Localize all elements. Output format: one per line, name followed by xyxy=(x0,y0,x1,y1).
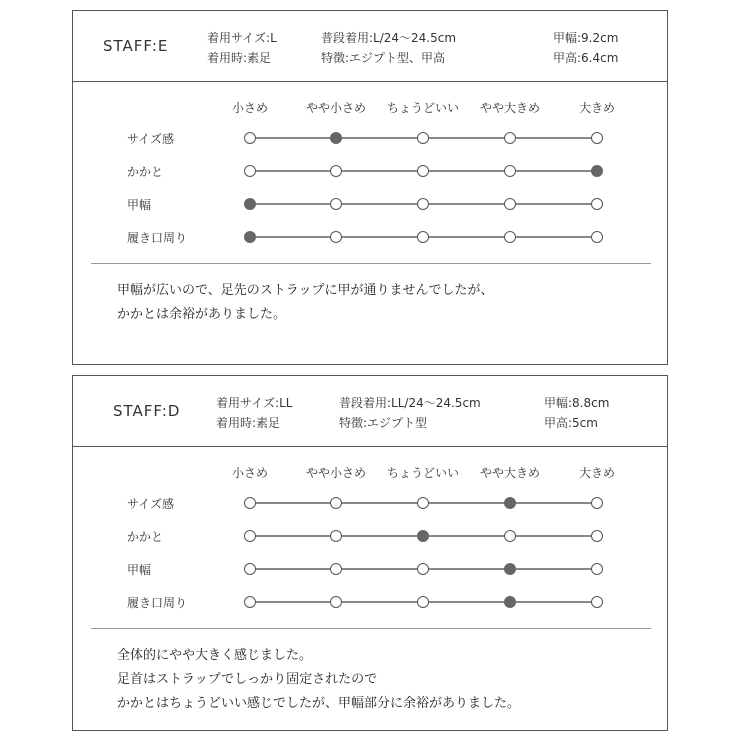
rating-dot xyxy=(330,165,342,177)
rating-dot xyxy=(244,497,256,509)
rating-dot xyxy=(504,198,516,210)
comment-line: 足首はストラップでしっかり固定されたので xyxy=(117,672,378,687)
rating-dot xyxy=(591,596,603,608)
rating-dot xyxy=(591,198,603,210)
level-label: やや小さめ xyxy=(305,466,367,480)
rating-dot xyxy=(591,563,603,575)
wear-condition: 着用時:素足 xyxy=(207,51,272,65)
level-label: 小さめ xyxy=(231,466,269,480)
wear-size: 着用サイズ:L xyxy=(207,31,277,45)
rating-dot-selected xyxy=(244,231,256,243)
rating-dot xyxy=(417,231,429,243)
row-label: 甲幅 xyxy=(127,563,152,577)
divider xyxy=(91,263,651,264)
staff-header xyxy=(73,11,667,82)
rating-dot xyxy=(330,563,342,575)
rating-dot xyxy=(244,596,256,608)
level-label: ちょうどいい xyxy=(386,466,460,480)
staff-card-e xyxy=(72,10,668,365)
rating-dot xyxy=(417,596,429,608)
level-label: ちょうどいい xyxy=(386,101,460,115)
rating-dot-selected xyxy=(504,563,516,575)
rating-dot-selected xyxy=(330,132,342,144)
staff-comment xyxy=(117,279,493,327)
level-label: 大きめ xyxy=(578,101,616,115)
row-label: サイズ感 xyxy=(127,132,175,146)
usual-size: 普段着用:LL/24〜24.5cm xyxy=(339,396,481,410)
row-label: 履き口周り xyxy=(127,231,188,245)
staff-comment xyxy=(117,644,520,716)
foot-width: 甲幅:8.8cm xyxy=(544,396,610,410)
wear-condition: 着用時:素足 xyxy=(216,416,281,430)
rating-dot xyxy=(417,132,429,144)
rating-dot xyxy=(417,165,429,177)
rating-dot xyxy=(504,165,516,177)
rating-dot xyxy=(591,497,603,509)
level-label: やや大きめ xyxy=(479,101,541,115)
level-label: やや大きめ xyxy=(479,466,541,480)
rating-dot xyxy=(330,497,342,509)
staff-name: STAFF:E xyxy=(103,37,169,55)
rating-dot xyxy=(244,165,256,177)
staff-header xyxy=(73,376,667,447)
rating-dot xyxy=(417,497,429,509)
wear-size: 着用サイズ:LL xyxy=(216,396,293,410)
rating-dot xyxy=(504,530,516,542)
level-label: 大きめ xyxy=(578,466,616,480)
rating-dot xyxy=(244,132,256,144)
comment-line: かかとはちょうどいい感じでしたが、甲幅部分に余裕がありました。 xyxy=(117,696,521,711)
divider xyxy=(91,628,651,629)
rating-dot xyxy=(244,563,256,575)
comment-line: かかとは余裕がありました。 xyxy=(117,307,287,322)
rating-dot xyxy=(330,530,342,542)
rating-dot-selected xyxy=(504,497,516,509)
staff-name: STAFF:D xyxy=(113,402,181,420)
rating-dot xyxy=(591,132,603,144)
foot-instep: 甲高:5cm xyxy=(544,416,598,430)
level-label: やや小さめ xyxy=(305,101,367,115)
comment-line: 全体的にやや大きく感じました。 xyxy=(117,648,313,663)
level-label: 小さめ xyxy=(231,101,269,115)
usual-size: 普段着用:L/24〜24.5cm xyxy=(321,31,457,45)
rating-dot-selected xyxy=(591,165,603,177)
rating-dot xyxy=(504,231,516,243)
rating-dot xyxy=(591,231,603,243)
row-label: かかと xyxy=(127,530,164,544)
row-label: 履き口周り xyxy=(127,596,188,610)
row-label: 甲幅 xyxy=(127,198,152,212)
foot-width: 甲幅:9.2cm xyxy=(553,31,619,45)
rating-dot-selected xyxy=(417,530,429,542)
rating-dot xyxy=(417,563,429,575)
staff-card-d xyxy=(72,375,668,731)
rating-dot xyxy=(591,530,603,542)
foot-instep: 甲高:6.4cm xyxy=(553,51,619,65)
foot-feature: 特徴:エジプト型、甲高 xyxy=(321,51,446,65)
row-label: サイズ感 xyxy=(127,497,175,511)
rating-dot xyxy=(330,596,342,608)
rating-dot xyxy=(330,231,342,243)
rating-dot xyxy=(330,198,342,210)
rating-dot-selected xyxy=(504,596,516,608)
foot-feature: 特徴:エジプト型 xyxy=(339,416,428,430)
row-label: かかと xyxy=(127,165,164,179)
rating-dot xyxy=(417,198,429,210)
rating-dot-selected xyxy=(244,198,256,210)
rating-dot xyxy=(244,530,256,542)
comment-line: 甲幅が広いので、足先のストラップに甲が通りませんでしたが、 xyxy=(117,283,494,298)
rating-dot xyxy=(504,132,516,144)
